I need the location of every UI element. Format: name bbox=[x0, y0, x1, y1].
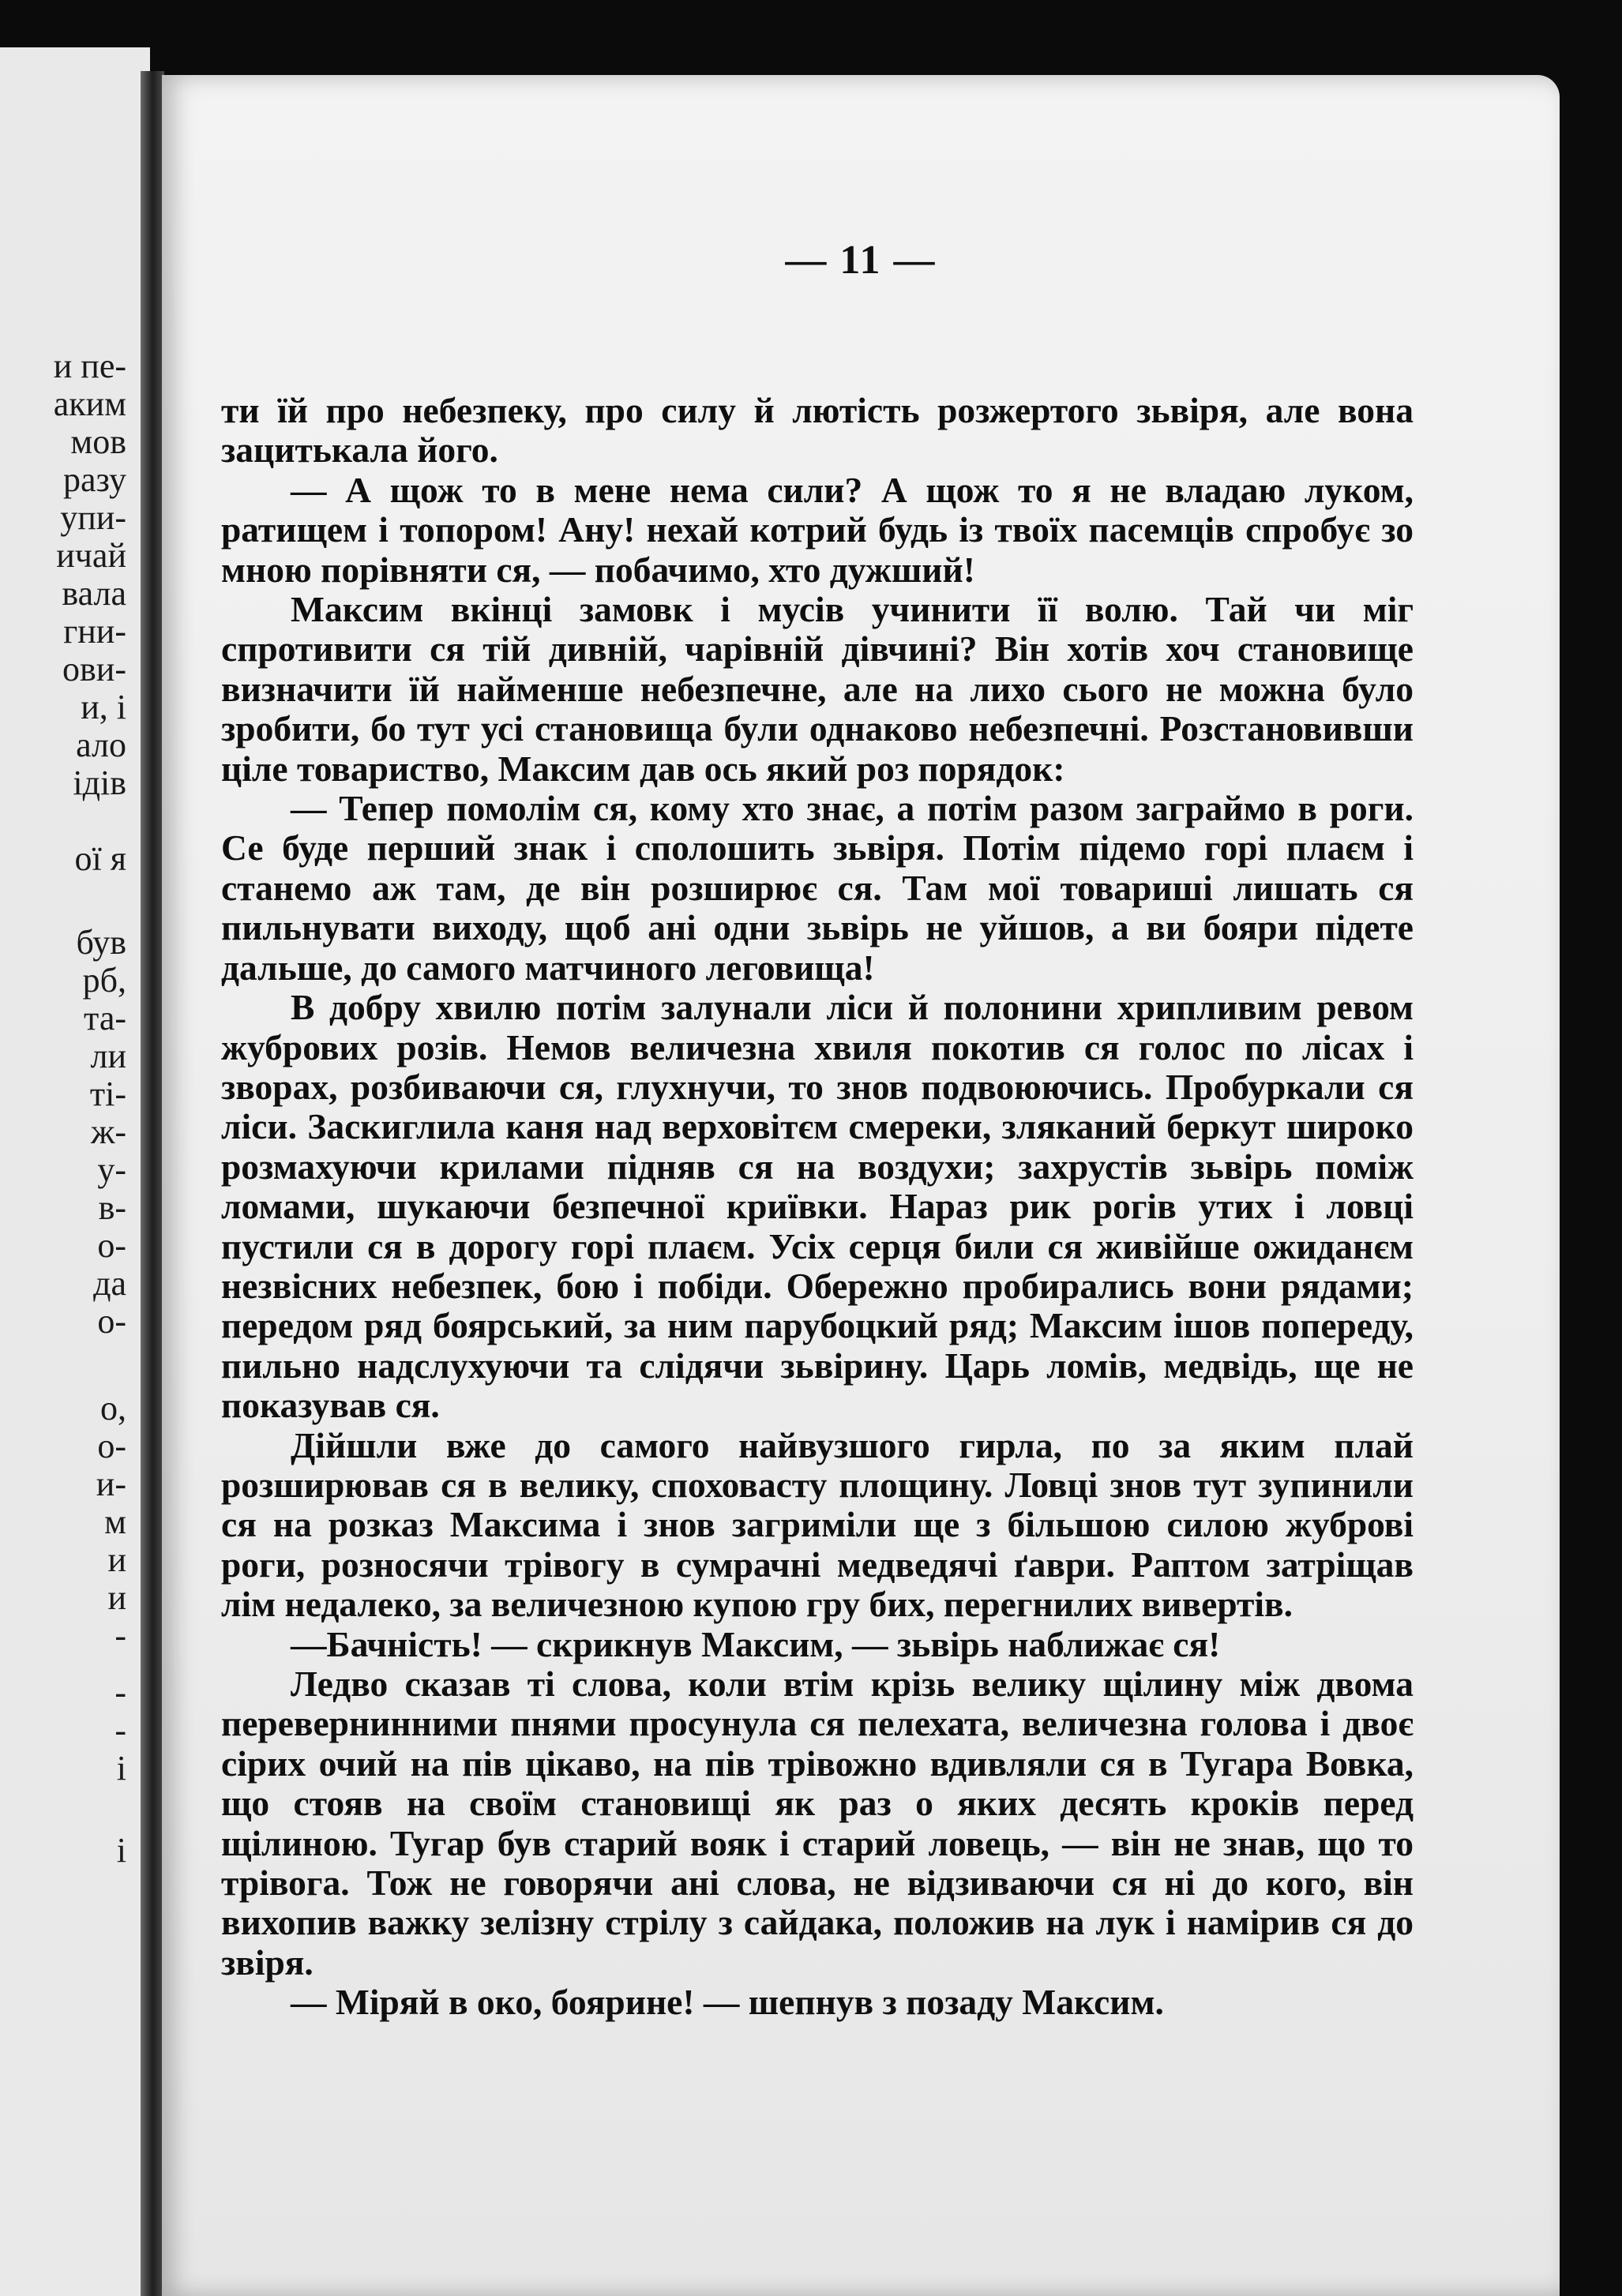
left-page-fragment: ої я bbox=[74, 840, 126, 878]
paragraph: В добру хвилю потім залунали ліси й полонини хрипливим ревом жубрових розів. Немов величезна хвиля покотив ся голос по лісах і зворах, розбиваючи ся, глухнучи, то знов подвоюючись. Пробуркали ся ліси. Заскиглила каня над верховітєм смереки, зляканий беркут широко розмахуючи крилами підняв ся на воздухи; захрустів зьвірь поміж ломами, шукаючи безпечної криївки. Нараз рик рогів утих і ловці пустили ся в дорогу горі плаєм. Усіх серця били ся живійше ожиданєм незвісних небезпек, бою і побіди. Обережно пробирались вони рядами; передом ряд боярський, за ним парубоцкий ряд; Максим ішов попереду, пильно надслухуючи та слідячи зьвірину. Царь ломів, медвідь, ще не показував ся. bbox=[221, 987, 1414, 1426]
left-page-fragment: рб, bbox=[82, 962, 126, 1000]
left-page-fragment: вала bbox=[62, 575, 126, 613]
left-page-fragment: і bbox=[116, 1750, 126, 1788]
book-gutter bbox=[141, 71, 164, 2296]
left-page-fragment: о, bbox=[100, 1390, 126, 1427]
left-page-fragment: ли bbox=[90, 1037, 126, 1075]
paragraph: Ледво сказав ті слова, коли втім крізь велику щілину між двома перевернинними пнями просунула ся пелехата, величезна голова і двоє сірих очий на пів цікаво, на пів трівожно вдивляли ся в Тугара Вовка, що стояв на своїм становищі як раз о яких десять кроків перед щілиною. Тугар був старий вояк і старий ловець, — він не знав, що то трівога. Тож не говорячи ані слова, не відзиваючи ся ні до кого, він вихопив важку зелізну стрілу з сайдака, положив на лук і намірив ся до звіря. bbox=[221, 1664, 1414, 1983]
left-page-fragment: м bbox=[104, 1503, 126, 1541]
paragraph: — Міряй в око, боярине! — шепнув з позаду Максим. bbox=[291, 1982, 1164, 2023]
page-number: — 11 — bbox=[785, 238, 937, 283]
left-page-fragment: і bbox=[116, 1832, 126, 1870]
left-page-fragment: и bbox=[107, 1541, 126, 1579]
left-page-fragment: був bbox=[76, 924, 126, 962]
paragraph: Дійшли вже до самого найвузшого гирла, по за яким плай розширював ся в велику, споховасту площину. Ловці знов тут зупинили ся на розказ Максима і знов загриміли ще з більшою силою жуброві роги, розносячи трівогу в сумрачні медведячі ґаври. Раптом затріщав лім недалеко, за величезною купою гру бих, перегнилих вивертів. bbox=[221, 1424, 1414, 1625]
left-page-fragment: ичай bbox=[56, 537, 126, 575]
left-page-fragment: и пе- bbox=[53, 347, 126, 385]
left-page-fragment: аким bbox=[53, 385, 126, 423]
paragraph: Максим вкінці замовк і мусів учинити її волю. Тай чи міг спротивити ся тій дивній, чарівній дівчині? Він хотів хоч становище визначити їй найменше небезпечне, але на лихо сього не можна було зробити, бо тут усі становища були однаково небезпечні. Розстановивши ціле товариство, Максим дав ось який роз порядок: bbox=[221, 589, 1414, 789]
left-page-fragment: ті- bbox=[89, 1075, 126, 1113]
paragraph: —Бачність! — скрикнув Максим, — зьвірь наближає ся! bbox=[291, 1623, 1221, 1664]
previous-page-edge bbox=[0, 47, 150, 2296]
page-text bbox=[221, 391, 1414, 2023]
left-page-fragment: - bbox=[115, 1617, 126, 1655]
paragraph: — Тепер помолім ся, кому хто знає, а потім разом заграймо в роги. Се буде перший знак і сполошить зьвіря. Потім підемо горі плаєм і станемо аж там, де він розширює ся. Там мої товариші лишать ся пильнувати виходу, щоб ані одни зьвірь не уйшов, а ви бояри підете дальше, до самого матчиного леговища! bbox=[221, 788, 1414, 988]
left-page-fragment: ови- bbox=[62, 651, 126, 688]
paragraph: — А щож то в мене нема сили? А щож то я не владаю луком, ратищем і топором! Ану! нехай котрий будь із твоїх пасемців спробує зо мною порівняти ся, — побачимо, хто дужший! bbox=[221, 469, 1414, 590]
left-page-fragment: да bbox=[93, 1265, 126, 1303]
left-page-fragment: в- bbox=[98, 1189, 126, 1227]
left-page-fragment: о- bbox=[97, 1303, 126, 1341]
left-page-fragment: - bbox=[115, 1674, 126, 1712]
left-page-fragment: и- bbox=[96, 1465, 126, 1503]
left-page-fragment: разу bbox=[63, 461, 126, 499]
left-page-fragment: ідів bbox=[73, 764, 126, 802]
left-page-fragment: ало bbox=[76, 726, 126, 764]
left-page-fragment: ж- bbox=[90, 1113, 126, 1151]
left-page-fragment: и bbox=[107, 1579, 126, 1617]
book-page bbox=[162, 75, 1560, 2296]
left-page-fragment: и, і bbox=[81, 688, 126, 726]
left-page-fragment: та- bbox=[84, 1000, 126, 1037]
left-page-fragment: гни- bbox=[63, 613, 126, 651]
left-page-fragment: о- bbox=[97, 1227, 126, 1265]
left-page-fragment: о- bbox=[97, 1427, 126, 1465]
left-page-fragment: у- bbox=[97, 1151, 126, 1189]
left-page-fragment: мов bbox=[70, 423, 126, 461]
left-page-fragment: - bbox=[115, 1712, 126, 1750]
left-page-fragment: упи- bbox=[60, 499, 126, 537]
paragraph: ти їй про небезпеку, про силу й лютість розжертого зьвіря, але вона зацитькала його. bbox=[221, 390, 1414, 471]
